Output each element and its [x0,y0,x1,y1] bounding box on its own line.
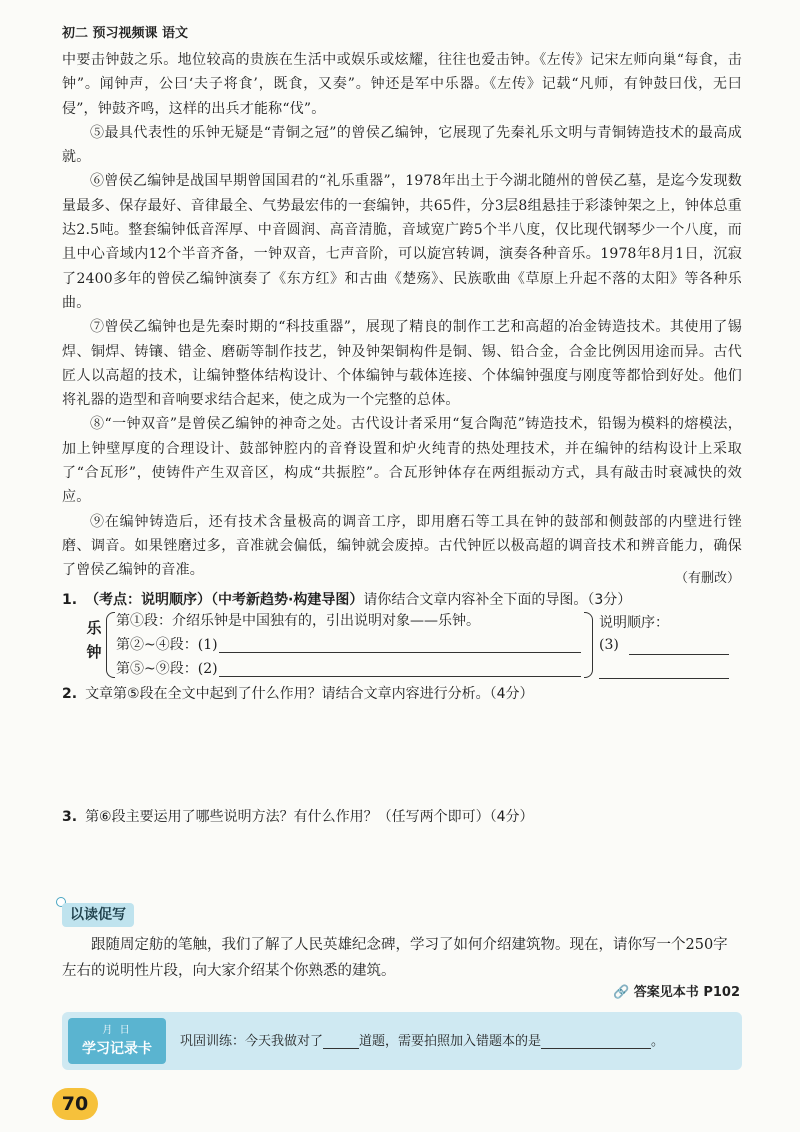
answer-reference-text: 答案见本书 P102 [633,985,740,1000]
question-3 [62,806,534,826]
order-label: 说明顺序： [599,615,669,631]
running-header: 初二 预习视频课 语文 [62,26,189,41]
question-1 [62,589,631,609]
paragraph: ⑧“一钟双音”是曾侯乙编钟的神奇之处。古代设计者采用“复合陶范”铸造技术，铅锡为模料的熔模法，加上钟壁厚度的合理设计、鼓部钟腔内的音脊设置和炉火纯青的热处理技术，并在编钟的结构设计上采取了“合瓦形”，使铸件产生双音区，构成“共振腔”。合瓦形钟体存在两组振动方式，具有敲击时衰减快的效应。 [62,416,742,506]
paragraph: ⑥曾侯乙编钟是战国早期曾国国君的“礼乐重器”，1978年出土于今湖北随州的曾侯乙墓，是迄今发现数量最多、保存最好、音律最全、气势最宏伟的一套编钟，共65件，分3层8组悬挂于彩漆钟架之上，钟体总重达2.5吨。整套编钟低音浑厚、中音圆润、高音清脆，音域宽广跨5个半八度，仅比现代钢琴少一个八度，而且中心音域内12个半音齐备，一钟双音，七声音阶，可以旋宫转调，演奏各种音乐。1978年8月1日，沉寂了2400多年的曾侯乙编钟演奏了《东方红》和古曲《楚殇》、民族歌曲《草原上升起不落的太阳》等各种乐曲。 [62,173,742,311]
study-record-card [62,1012,742,1070]
page-number: 70 [52,1088,98,1120]
mind-map [84,610,744,680]
correct-count-blank[interactable] [323,1033,359,1049]
writing-prompt: 跟随周定舫的笔触，我们了解了人民英雄纪念碑，学习了如何介绍建筑物。现在，请你写一个250字左右的说明性片段，向大家介绍某个你熟悉的建筑。 [62,937,728,979]
right-brace [584,612,593,678]
paragraph: ⑨在编钟铸造后，还有技术含量极高的调音工序，即用磨石等工具在钟的鼓部和侧鼓部的内壁进行锉磨、调音。如果锉磨过多，音准就会偏低，编钟就会废掉。古代钟匠以极高超的调音技术和辨音能力，确保了曾侯乙编钟的音准。 [62,513,742,579]
record-text-c: 。 [651,1034,665,1049]
source-note: （有删改） [674,571,740,586]
answer-blank-3-extra[interactable] [599,678,729,679]
mind-map-row-3: 第⑤~⑨段：(2) [116,661,218,677]
question-number: 1. [62,592,78,608]
question-text: 文章第⑤段在全文中起到了什么作用？请结合文章内容进行分析。（4分） [85,686,534,702]
link-icon: 🔗 [613,985,630,1000]
error-book-blank[interactable] [541,1033,651,1049]
mind-map-row-1: 第①段：介绍乐钟是中国独有的，引出说明对象——乐钟。 [116,613,480,629]
order-blank-label: (3) [599,637,619,653]
record-text-b: 道题，需要拍照加入错题本的是 [359,1034,542,1049]
left-brace [106,612,115,678]
question-text: 请你结合文章内容补全下面的导图。（3分） [363,592,632,608]
paragraph: 中要击钟鼓之乐。地位较高的贵族在生活中或娱乐或炫耀，往往也爱击钟。《左传》记宋左师向巢“每食，击钟”。闻钟声，公曰‘夫子将食’，既食，又奏”。钟还是军中乐器。《左传》记载“凡师，有钟鼓曰伐，无曰侵”，钟鼓齐鸣，这样的出兵才能称“伐”。 [62,52,742,117]
question-tag: （考点：说明顺序）（中考新趋势·构建导图） [85,592,364,608]
paragraph: ⑦曾侯乙编钟也是先秦时期的“科技重器”，展现了精良的制作工艺和高超的冶金铸造技术。其使用了锡焊、铜焊、铸镶、错金、磨砺等制作技艺，钟及钟架铜构件是铜、锡、铅合金，合金比例因用途而异。古代匠人以高超的技术，让编钟整体结构设计、个体编钟与载体连接、个体编钟强度与刚度等都恰到好处。他们将礼器的造型和音响要求结合起来，使之成为一个完整的总体。 [62,319,742,409]
mind-map-root: 乐钟 [86,619,102,661]
question-number: 3. [62,809,78,825]
answer-blank-2[interactable] [219,676,581,677]
question-number: 2. [62,686,78,702]
question-2 [62,683,534,703]
answer-blank-3[interactable] [629,654,729,655]
record-text-a: 巩固训练：今天我做对了 [180,1034,324,1049]
section-title: 以读促写 [62,903,134,927]
record-badge [68,1018,166,1064]
article-body [62,48,742,583]
question-text: 第⑥段主要运用了哪些说明方法？有什么作用？（任写两个即可）（4分） [85,809,534,825]
answer-blank-1[interactable] [219,652,581,653]
mind-map-row-2: 第②~④段：(1) [116,637,218,653]
record-title: 学习记录卡 [82,1041,152,1057]
paragraph: ⑤最具代表性的乐钟无疑是“青铜之冠”的曾侯乙编钟，它展现了先秦礼乐文明与青铜铸造技术的最高成就。 [62,124,742,166]
record-text [180,1030,664,1049]
answer-reference [613,981,740,1000]
record-date: 月 日 [102,1025,132,1036]
